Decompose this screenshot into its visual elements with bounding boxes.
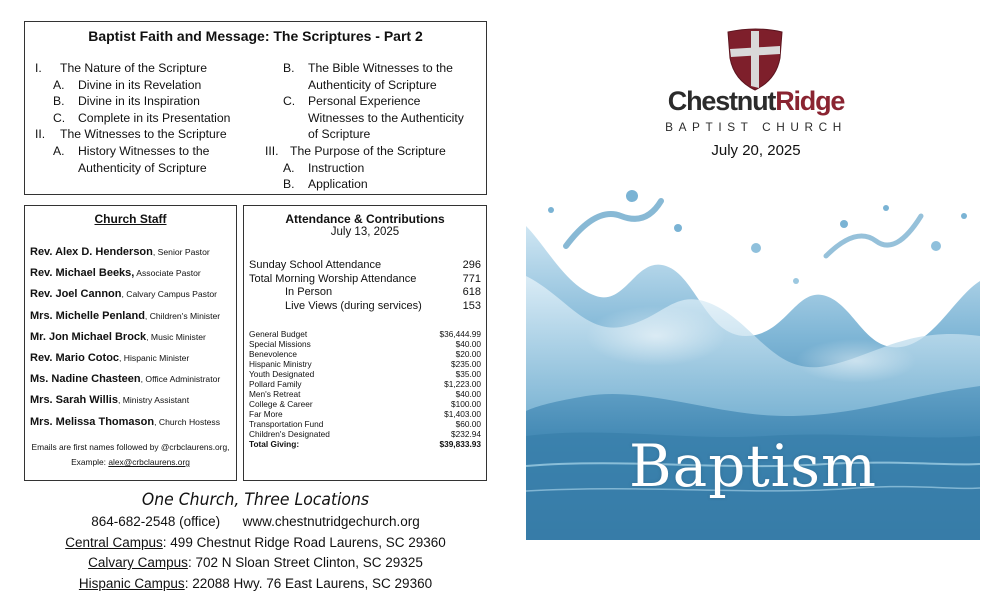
staff-member: [30, 267, 235, 288]
campus-name: Hispanic Campus: [78, 575, 185, 591]
campus-line: [24, 533, 487, 554]
staff-member: [30, 373, 235, 394]
church-name: [640, 86, 872, 117]
attendance-label: Total Morning Worship Attendance: [249, 272, 417, 285]
attendance-value: 771: [462, 272, 481, 285]
contribution-row: [249, 339, 481, 349]
outline-right-column: [265, 60, 485, 193]
outline-item-number: B.: [53, 94, 65, 109]
website-link[interactable]: www.chestnutridgechurch.org: [242, 514, 420, 529]
staff-member-name: Mrs. Melissa Thomason: [30, 415, 155, 428]
outline-item-text: The Purpose of the Scripture: [290, 143, 446, 158]
attendance-date: July 13, 2025: [330, 226, 400, 238]
campus-list: [24, 533, 487, 595]
staff-member-role: , Hispanic Minister: [119, 352, 190, 363]
staff-member: [30, 246, 235, 267]
contribution-amount: $20.00: [455, 349, 481, 359]
campus-address: : 499 Chestnut Ridge Road Laurens, SC 29360: [162, 534, 446, 550]
contribution-amount: $40.00: [455, 339, 481, 349]
staff-member: [30, 352, 235, 373]
contribution-label: General Budget: [249, 329, 308, 339]
contribution-row: [249, 329, 481, 339]
attendance-value: 296: [462, 259, 481, 271]
total-giving-label: Total Giving:: [249, 439, 300, 449]
sermon-outline-box: [24, 21, 487, 195]
attendance-row: [249, 300, 481, 314]
attendance-value: 153: [462, 299, 481, 312]
staff-member-name: Mr. Jon Michael Brock: [30, 330, 147, 343]
contributions-list: [249, 329, 481, 449]
outline-item-text: The Nature of the Scripture: [60, 61, 207, 75]
baptism-title: Baptism: [629, 432, 877, 500]
church-name-part2: Ridge: [775, 86, 845, 116]
outline-item-number: II.: [35, 127, 46, 142]
contribution-label: Special Missions: [249, 339, 311, 349]
attendance-row: [249, 273, 481, 287]
contribution-row: [249, 429, 481, 439]
contact-line: [24, 512, 487, 533]
outline-item-text: Authenticity of Scripture: [78, 160, 207, 175]
outline-item-number: C.: [53, 110, 66, 125]
contribution-amount: $1,403.00: [444, 409, 481, 419]
tagline: One Church, Three Locations: [141, 490, 370, 510]
outline-item-text: The Bible Witnesses to the: [308, 61, 453, 75]
attendance-list: [249, 259, 481, 313]
attendance-box: [243, 205, 487, 481]
contribution-row: [249, 369, 481, 379]
attendance-label: In Person: [285, 286, 333, 298]
contribution-amount: $1,223.00: [444, 379, 481, 389]
outline-item-text: Authenticity of Scripture: [308, 77, 437, 92]
staff-member-name: Rev. Michael Beeks,: [30, 267, 135, 280]
church-name-part1: Chestnut: [667, 86, 776, 116]
total-giving-row: [249, 439, 481, 449]
attendance-value: 618: [462, 286, 481, 298]
staff-member-role: , Children's Minister: [144, 310, 221, 321]
outline-item: [35, 93, 265, 110]
outline-item: [265, 60, 485, 77]
outline-item-text: History Witnesses to the: [78, 143, 210, 158]
contribution-row: [249, 409, 481, 419]
outline-item-number: I.: [35, 61, 42, 75]
staff-member-role: , Church Hostess: [154, 416, 221, 427]
contribution-amount: $35.00: [455, 369, 481, 379]
campus-line: [24, 574, 487, 595]
staff-member-role: , Calvary Campus Pastor: [121, 289, 218, 300]
outline-item: [35, 160, 265, 177]
outline-item-number: A.: [53, 143, 65, 158]
outline-item-text: Complete in its Presentation: [78, 110, 231, 125]
contribution-row: [249, 379, 481, 389]
outline-item-number: A.: [283, 160, 295, 175]
contribution-label: Hispanic Ministry: [249, 359, 312, 369]
staff-member: [30, 416, 235, 437]
staff-member-name: Rev. Joel Cannon: [30, 288, 122, 301]
church-staff-title: Church Staff: [94, 212, 167, 226]
contribution-row: [249, 359, 481, 369]
contribution-label: Far More: [249, 409, 283, 419]
sermon-outline-title: Baptist Faith and Message: The Scriptures - Part 2: [88, 28, 423, 44]
outline-item: [265, 143, 485, 160]
contribution-amount: $60.00: [455, 419, 481, 429]
contribution-label: Youth Designated: [249, 369, 315, 379]
contribution-amount: $36,444.99: [439, 329, 481, 339]
staff-member-name: Rev. Alex D. Henderson: [30, 246, 153, 258]
contribution-amount: $100.00: [451, 399, 481, 409]
outline-item-text: Personal Experience: [308, 94, 421, 109]
staff-member-name: Ms. Nadine Chasteen: [30, 373, 141, 386]
staff-member: [30, 331, 235, 352]
contribution-amount: $40.00: [455, 389, 481, 399]
church-footer: [24, 488, 487, 594]
staff-list: [30, 246, 235, 437]
outline-item-text: of Scripture: [308, 127, 371, 142]
outline-item-number: A.: [53, 77, 65, 92]
contribution-row: [249, 389, 481, 399]
contribution-label: Children's Designated: [249, 429, 330, 439]
contribution-label: Transportation Fund: [249, 419, 324, 429]
staff-member-role: , Ministry Assistant: [117, 395, 190, 406]
outline-item-text: Application: [308, 177, 368, 192]
outline-item-number: B.: [283, 177, 295, 192]
total-giving-amount: $39,833.93: [439, 439, 481, 449]
contribution-label: Men's Retreat: [249, 389, 301, 399]
bulletin-date: July 20, 2025: [711, 142, 801, 159]
staff-member: [30, 394, 235, 415]
outline-item-text: The Witnesses to the Scripture: [60, 127, 227, 142]
contribution-label: College & Career: [249, 399, 313, 409]
campus-address: : 702 N Sloan Street Clinton, SC 29325: [187, 555, 423, 570]
outline-item: [35, 60, 265, 77]
outline-item-text: Instruction: [308, 160, 365, 175]
staff-member-role: , Senior Pastor: [152, 247, 210, 257]
church-subtitle: BAPTIST CHURCH: [665, 120, 847, 134]
cross-emblem-icon: [728, 29, 782, 90]
campus-name: Calvary Campus: [88, 555, 188, 570]
outline-item: [265, 160, 485, 177]
outline-item-number: C.: [283, 94, 296, 109]
staff-member-role: Associate Pastor: [134, 268, 201, 279]
outline-item: [265, 126, 485, 143]
staff-email-note: [25, 440, 236, 470]
campus-name: Central Campus: [65, 534, 163, 550]
staff-member: [30, 288, 235, 309]
email-example-prefix: Example:: [71, 457, 109, 467]
email-example-link[interactable]: alex@crbclaurens.org: [108, 457, 190, 467]
staff-member-name: Rev. Mario Cotoc: [30, 351, 120, 364]
email-note-line: Emails are first names followed by @crbclaurens.org,: [31, 442, 230, 452]
outline-item: [265, 110, 485, 127]
outline-item: [35, 143, 265, 160]
attendance-label: Sunday School Attendance: [249, 259, 382, 271]
contribution-amount: $235.00: [451, 359, 481, 369]
attendance-row: [249, 259, 481, 273]
contribution-row: [249, 349, 481, 359]
outline-left-column: [35, 60, 265, 176]
outline-item-text: Witnesses to the Authenticity: [308, 110, 464, 125]
contribution-amount: $232.94: [451, 429, 481, 439]
staff-member-role: , Office Administrator: [140, 374, 221, 385]
attendance-row: [249, 286, 481, 300]
campus-address: : 22088 Hwy. 76 East Laurens, SC 29360: [184, 575, 433, 591]
contribution-row: [249, 399, 481, 409]
outline-item: [35, 126, 265, 143]
contribution-row: [249, 419, 481, 429]
staff-member-name: Mrs. Michelle Penland: [30, 309, 145, 322]
email-example-line: [25, 455, 236, 470]
outline-item: [265, 93, 485, 110]
outline-item: [265, 176, 485, 193]
outline-item: [265, 77, 485, 94]
outline-item: [35, 77, 265, 94]
outline-item: [35, 110, 265, 127]
outline-item-text: Divine in its Revelation: [78, 77, 202, 92]
staff-member-role: , Music Minister: [146, 331, 206, 342]
church-staff-box: [24, 205, 237, 481]
attendance-title: Attendance & Contributions: [285, 212, 445, 226]
staff-member: [30, 310, 235, 331]
office-phone: 864-682-2548 (office): [91, 514, 221, 529]
staff-member-name: Mrs. Sarah Willis: [30, 394, 118, 407]
contribution-label: Benevolence: [249, 349, 297, 359]
campus-line: [24, 553, 487, 574]
outline-item-text: Divine in its Inspiration: [78, 94, 200, 109]
outline-item-number: III.: [265, 143, 279, 158]
contribution-label: Pollard Family: [249, 379, 302, 389]
attendance-label: Live Views (during services): [285, 299, 422, 312]
outline-item-number: B.: [283, 61, 295, 75]
